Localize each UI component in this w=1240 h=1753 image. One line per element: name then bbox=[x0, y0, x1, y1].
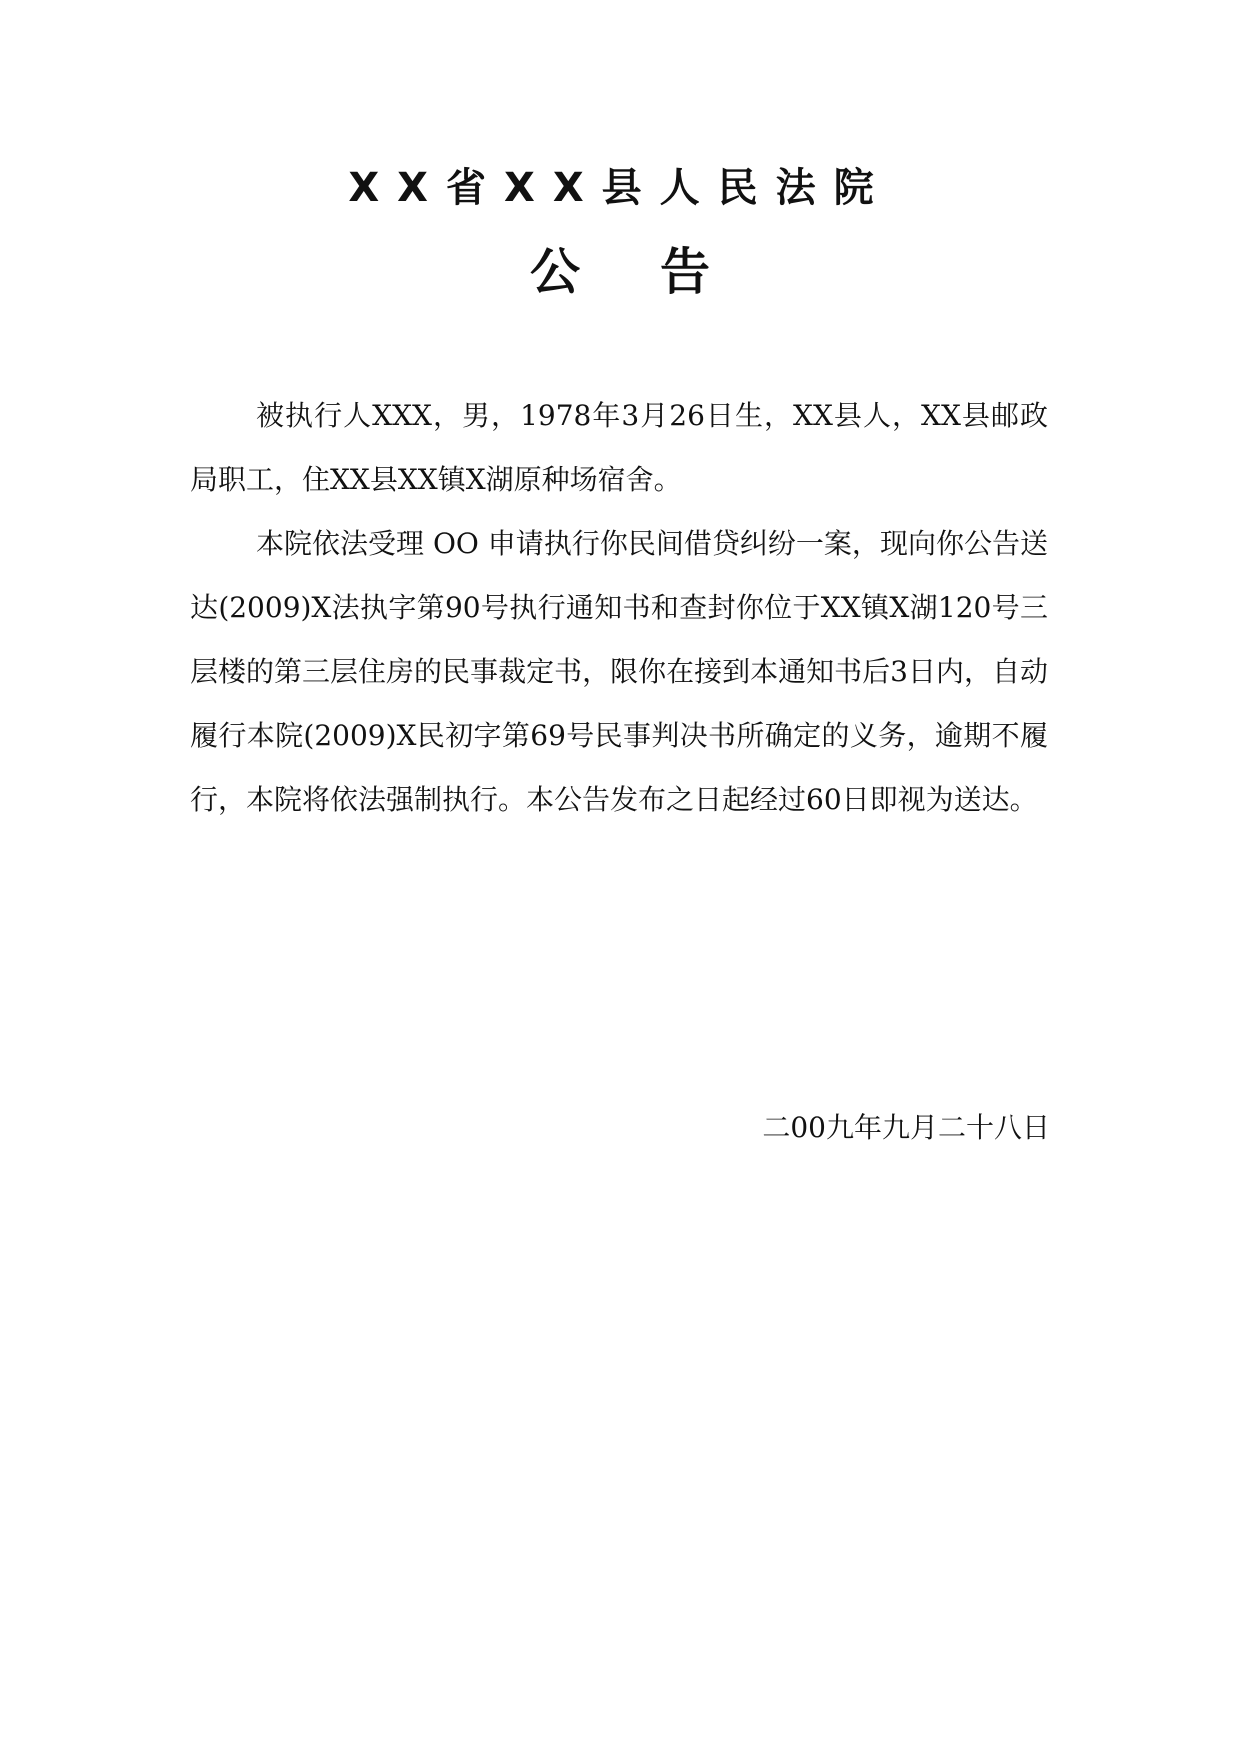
paragraph-notice-content: 本院依法受理 OO 申请执行你民间借贷纠纷一案，现向你公告送达(2009)X法执字第90号执行通知书和查封你位于XX镇X湖120号三层楼的第三层住房的民事裁定书，限你在接到本通知书后3日内，自动履行本院(2009)X民初字第69号民事判决书所确定的义务，逾期不履行，本院将依法强制执行。本公告发布之日起经过60日即视为送达。 bbox=[190, 527, 1048, 816]
document-body bbox=[190, 384, 1048, 832]
paragraph-defendant-info: 被执行人XXX，男，1978年3月26日生，XX县人，XX县邮政局职工，住XX县XX镇X湖原种场宿舍。 bbox=[190, 399, 1048, 496]
document-date: 二00九年九月二十八日 bbox=[762, 1111, 1050, 1144]
document-title: 公告 bbox=[530, 243, 790, 301]
court-name-heading: XX省XX县人民法院 bbox=[348, 165, 892, 211]
